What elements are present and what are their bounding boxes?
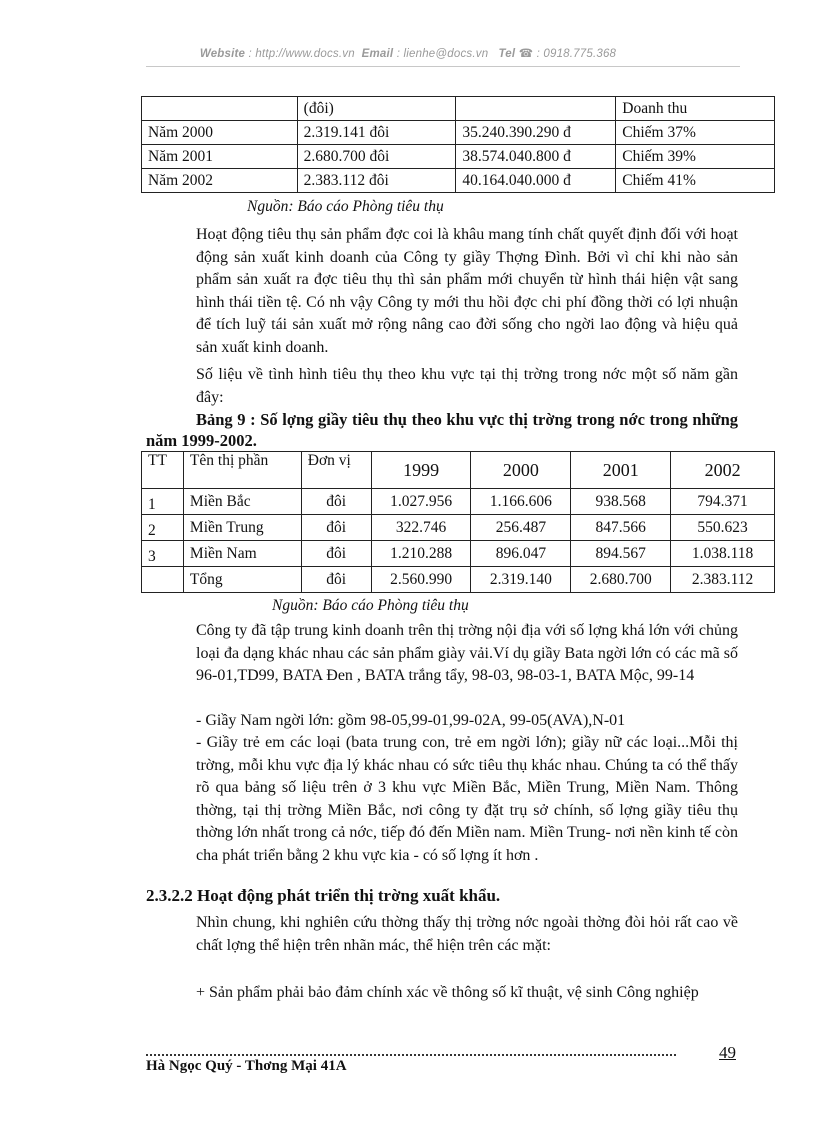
table-cell: 2.319.140: [471, 567, 571, 593]
table-cell: 2.680.700: [571, 567, 671, 593]
sales-revenue-table: [141, 96, 775, 193]
table-row: [142, 489, 775, 515]
table-cell: Chiếm 37%: [616, 121, 775, 145]
table-cell: 2.560.990: [371, 567, 471, 593]
paragraph-text: Nhìn chung, khi nghiên cứu thờng thấy thị trờng nớc ngoài thờng đòi hỏi rất cao về chất lợng thể hiện trên nhãn mác, thể hiện trên các mặt:: [196, 914, 738, 954]
header-cell: Đơn vị: [301, 452, 371, 489]
header-cell: 2002: [671, 452, 775, 489]
table-cell: Doanh thu: [616, 97, 775, 121]
email-label: Email: [361, 48, 394, 60]
table-cell: 896.047: [471, 541, 571, 567]
table-cell: Miền Nam: [183, 541, 301, 567]
table-cell: 2.383.112 đôi: [297, 169, 456, 193]
table-total-row: [142, 567, 775, 593]
paragraph-text: + Sản phẩm phải bảo đảm chính xác về thông số kĩ thuật, vệ sinh Công nghiệp: [196, 984, 699, 1001]
paragraph-text: Hoạt động tiêu thụ sản phẩm đợc coi là khâu mang tính chất quyết định đối với hoạt động sản xuất kinh doanh của Công ty giầy Thợng Đình. Bởi vì chỉ khi nào sản phẩm sản xuất ra đợc tiêu thụ thì sản phẩm mới chuyển từ hình thái hiện vật sang hình thái tiền tệ. Có nh vậy Công ty mới thu hồi đợc chi phí đồng thời có lợi nhuận để tích luỹ tái sản xuất mở rộng nâng cao đời sống cho ngời lao động và hiệu quả sản xuất kinh doanh.: [196, 226, 738, 356]
table2-source: Nguồn: Báo cáo Phòng tiêu thụ: [272, 597, 469, 614]
paragraph-export-market: [146, 912, 738, 957]
table-cell: [142, 97, 298, 121]
footer-divider: [146, 1054, 676, 1056]
table-row: [142, 169, 775, 193]
table-cell: 38.574.040.800 đ: [456, 145, 616, 169]
table-cell: Năm 2001: [142, 145, 298, 169]
paragraph-text: Công ty đã tập trung kinh doanh trên thị trờng nội địa với số lợng khá lớn với chủng loại đa dạng khác nhau các sản phẩm giày vải.Ví dụ giầy Bata ngời lớn có các mã số 96-01,TD99, BATA Đen , BATA trắng tẩy, 98-03, 98-03-1, BATA Mộc, 99-14: [196, 622, 738, 684]
table-cell: 322.746: [371, 515, 471, 541]
table-cell: (đôi): [297, 97, 456, 121]
table-cell: 1.210.288: [371, 541, 471, 567]
table-cell: 938.568: [571, 489, 671, 515]
table-cell: 256.487: [471, 515, 571, 541]
footer-author: Hà Ngọc Quý - Thơng Mại 41A: [146, 1058, 347, 1074]
tel-value: ☎ : 0918.775.368: [518, 48, 617, 60]
table-row: [142, 515, 775, 541]
regional-sales-table: [141, 451, 775, 593]
tel-label: Tel: [498, 48, 516, 60]
page-header: [0, 46, 816, 60]
paragraph-men-shoes: [146, 710, 738, 733]
paragraph-regional-intro: [146, 364, 738, 409]
table2-title: [146, 409, 738, 451]
table-cell: 1: [142, 489, 184, 515]
paragraph-text: Số liệu về tình hình tiêu thụ theo khu vực tại thị trờng trong nớc một số năm gần đây:: [196, 366, 738, 406]
website-url[interactable]: : http://www.docs.vn: [248, 48, 355, 60]
header-divider: [146, 66, 740, 67]
website-label: Website: [199, 48, 246, 60]
table-cell: 2.680.700 đôi: [297, 145, 456, 169]
table-cell: đôi: [301, 489, 371, 515]
table-cell: Chiếm 39%: [616, 145, 775, 169]
table-cell: 2.383.112: [671, 567, 775, 593]
table-cell: Chiếm 41%: [616, 169, 775, 193]
table-cell: đôi: [301, 541, 371, 567]
section-heading: 2.3.2.2 Hoạt động phát triển thị trờng xuất khẩu.: [146, 886, 501, 905]
table-cell: Tổng: [183, 567, 301, 593]
paragraph-sales-importance: [146, 224, 738, 359]
table-cell: 40.164.040.000 đ: [456, 169, 616, 193]
table-cell: đôi: [301, 567, 371, 593]
table-cell: 794.371: [671, 489, 775, 515]
table-cell: Năm 2002: [142, 169, 298, 193]
table-cell: 1.038.118: [671, 541, 775, 567]
paragraph-children-shoes: [146, 732, 738, 867]
paragraph-text: - Giầy trẻ em các loại (bata trung con, trẻ em ngời lớn); giầy nữ các loại...Mỗi thị trờng, mỗi khu vực địa lý khác nhau có sức tiêu thụ khác nhau. Chúng ta có thể thấy rõ qua bảng số liệu trên ở 3 khu vực Miền Bắc, Miền Trung, Miền Nam. Thông thờng, tại thị trờng Miền Bắc, nơi công ty đặt trụ sở chính, số lợng giầy tiêu thụ thờng lớn nhất trong cả nớc, tiếp đó đến Miền nam. Miền Trung- nơi nền kinh tế còn cha phát triển bằng 2 khu vực kia - có số lợng ít hơn .: [196, 734, 738, 864]
table-cell: 2.319.141 đôi: [297, 121, 456, 145]
table-header-row: [142, 452, 775, 489]
table-caption: Bảng 9 : Số lợng giầy tiêu thụ theo khu vực thị trờng trong nớc trong những năm 1999-2002.: [146, 410, 738, 450]
table-cell: đôi: [301, 515, 371, 541]
paragraph-text: - Giầy Nam ngời lớn: gồm 98-05,99-01,99-02A, 99-05(AVA),N-01: [196, 712, 626, 729]
table-cell: Miền Bắc: [183, 489, 301, 515]
table-cell: [456, 97, 616, 121]
paragraph-domestic-market: [146, 620, 738, 688]
page-number: 49: [719, 1043, 736, 1062]
table-cell: Miền Trung: [183, 515, 301, 541]
table-cell: 3: [142, 541, 184, 567]
table-cell: Năm 2000: [142, 121, 298, 145]
table-cell: 2: [142, 515, 184, 541]
table-cell: 35.240.390.290 đ: [456, 121, 616, 145]
header-cell: 2000: [471, 452, 571, 489]
table-cell: [142, 567, 184, 593]
header-cell: Tên thị phần: [183, 452, 301, 489]
table-cell: 1.027.956: [371, 489, 471, 515]
header-cell: 2001: [571, 452, 671, 489]
header-cell: TT: [142, 452, 184, 489]
table-cell: 550.623: [671, 515, 775, 541]
table-row: [142, 145, 775, 169]
paragraph-export-requirement: [146, 982, 738, 1005]
table-cell: 894.567: [571, 541, 671, 567]
email-value[interactable]: : lienhe@docs.vn: [396, 48, 489, 60]
table-row: [142, 97, 775, 121]
table-row: [142, 121, 775, 145]
table-cell: 847.566: [571, 515, 671, 541]
table-row: [142, 541, 775, 567]
header-cell: 1999: [371, 452, 471, 489]
table1-source: Nguồn: Báo cáo Phòng tiêu thụ: [247, 198, 444, 215]
table-cell: 1.166.606: [471, 489, 571, 515]
